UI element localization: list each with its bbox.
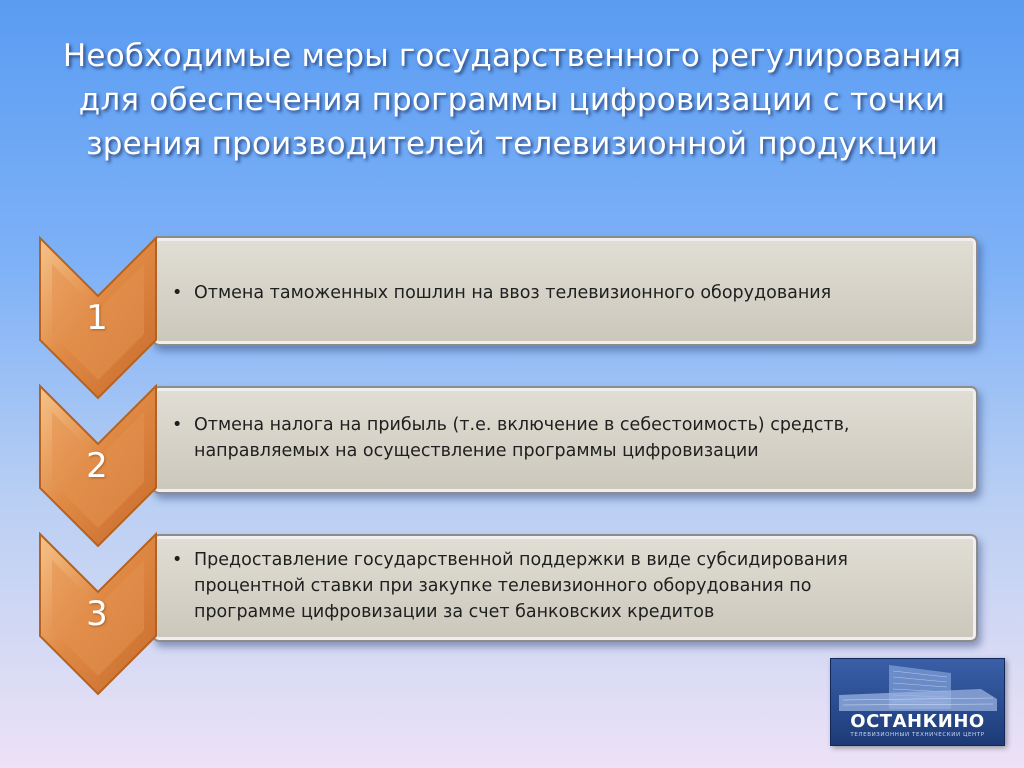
step-2-line-1: Отмена налога на прибыль (т.е. включение в себестоимость) средств, — [194, 415, 850, 435]
slide-title — [30, 34, 994, 166]
logo-subtitle: ТЕЛЕВИЗИОННЫЙ ТЕХНИЧЕСКИЙ ЦЕНТР — [850, 732, 985, 738]
step-number-1: 1 — [86, 298, 108, 338]
slide-title-line-1: Необходимые меры государственного регулирования — [62, 38, 962, 74]
bullet-marker: • — [172, 283, 183, 303]
step-1-line-1: Отмена таможенных пошлин на ввоз телевизионного оборудования — [194, 283, 832, 303]
step-2-line-2: направляемых на осуществление программы цифровизации — [194, 441, 759, 461]
step-3-line-3: программе цифровизации за счет банковских кредитов — [194, 602, 715, 622]
logo-name: ОСТАНКИНО — [850, 711, 985, 732]
slide-title-line-2: для обеспечения программы цифровизации с точки — [78, 82, 946, 118]
step-text-2 — [172, 412, 962, 464]
ostankino-logo — [830, 658, 1005, 746]
step-number-2: 2 — [86, 446, 108, 486]
bullet-marker: • — [172, 550, 183, 570]
step-text-1 — [172, 280, 962, 306]
bullet-marker: • — [172, 415, 183, 435]
step-3-line-2: процентной ставки при закупке телевизионного оборудования по — [194, 576, 812, 596]
step-3-line-1: Предоставление государственной поддержки в виде субсидирования — [194, 550, 848, 570]
step-box-2 — [152, 386, 978, 494]
step-number-3: 3 — [86, 594, 108, 634]
step-box-3 — [152, 534, 978, 642]
step-text-3 — [172, 547, 962, 625]
slide-title-line-3: зрения производителей телевизионной продукции — [86, 126, 938, 162]
step-box-1 — [152, 236, 978, 346]
